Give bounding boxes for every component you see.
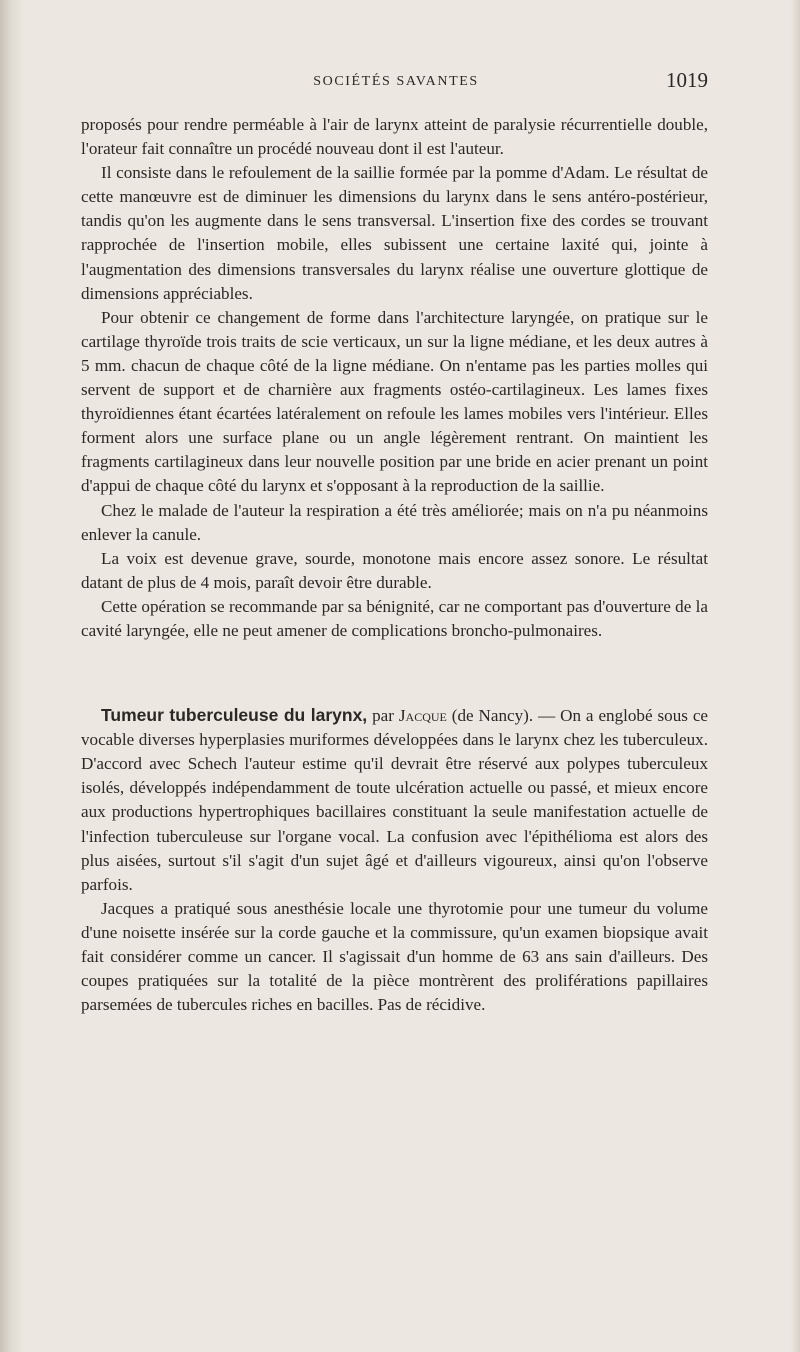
article-paragraph — [81, 703, 708, 897]
page-number: 1019 — [666, 68, 708, 92]
paragraph: La voix est devenue grave, sourde, monotone mais encore assez sonore. Le résultat datant de plus de 4 mois, paraît devoir être durable. — [81, 548, 708, 592]
paragraph: Cette opération se recommande par sa bénignité, car ne comportant pas d'ouverture de la cavité laryngée, elle ne peut amener de complications broncho-pulmonaires. — [81, 596, 708, 640]
page-binding-edge — [0, 0, 24, 1352]
paragraph: Il consiste dans le refoulement de la saillie formée par la pomme d'Adam. Le résultat de cette manœuvre est de diminuer les dimensions du larynx dans le sens antéro-postérieur, tandis qu'on les augmente dans le sens transversal. L'insertion fixe des cordes se trouvant rapprochée de l'insertion mobile, elles subissent une certaine laxité qui, jointe à l'augmentation des dimensions transversales du larynx réalise une ouverture glottique de dimensions appréciables. — [81, 163, 708, 303]
paragraph-text: On a englobé sous ce vocable diverses hyperplasies muriformes développées dans le larynx chez les tuberculeux. D'accord avec Schech l'auteur estime qu'il devrait être réservé aux polypes tuberculeux isolés, développés indépendamment de toute ulcération actuelle ou passé, et mieux encore aux productions hypertrophiques bacillaires constituant la seule manifestation actuelle de l'infection tuberculeuse sur l'organe vocal. La confusion avec l'épithélioma est alors des plus aisées, surtout s'il s'agit d'un sujet âgé et d'ailleurs vigoureux, ainsi qu'on l'observe parfois. — [81, 706, 709, 894]
paragraph: Pour obtenir ce changement de forme dans l'architecture laryngée, on pratique sur le cartilage thyroïde trois traits de scie verticaux, un sur la ligne médiane, et les deux autres à 5 mm. chacun de chaque côté de la ligne médiane. On n'entame pas les parties molles qui servent de support et de charnière aux fragments ostéo-cartilagineux. Les lames fixes thyroïdiennes étant écartées latéralement on refoule les lames mobiles vers l'intérieur. Elles forment alors une surface plane ou un angle légèrement rentrant. On maintient les fragments cartilagineux dans leur nouvelle position par une bride en acier prenant un point d'appui de chaque côté du larynx et s'opposant à la reproduction de la saillie. — [81, 307, 708, 496]
author-prefix: par — [367, 706, 399, 726]
running-title: SOCIÉTÉS SAVANTES — [313, 74, 479, 89]
page-right-edge — [790, 0, 800, 1352]
section-gap — [81, 643, 708, 703]
paragraph: Chez le malade de l'auteur la respiration a été très améliorée; mais on n'a pu néanmoins enlever la canule. — [81, 500, 708, 544]
article-title: Tumeur tuberculeuse du larynx, — [101, 705, 368, 726]
paragraph: Jacques a pratiqué sous anesthésie locale une thyrotomie pour une tumeur du volume d'une noisette insérée sur la corde gauche et la commissure, qu'un examen biopsique avait fait considérer comme un cancer. Il s'agissait d'un homme de 63 ans sain d'ailleurs. Des coupes pratiquées sur la totalité de la pièce montrèrent des proliférations papillaires parsemées de tubercules riches en bacilles. Pas de récidive. — [81, 898, 708, 1015]
page-body — [81, 113, 708, 1017]
author-affiliation: (de Nancy). — — [446, 706, 561, 726]
author-name: Jacque — [398, 706, 447, 726]
page-header — [84, 68, 708, 102]
paragraph: proposés pour rendre perméable à l'air de larynx atteint de paralysie récurrentielle double, l'orateur fait connaître un procédé nouveau dont il est l'auteur. — [81, 115, 708, 159]
